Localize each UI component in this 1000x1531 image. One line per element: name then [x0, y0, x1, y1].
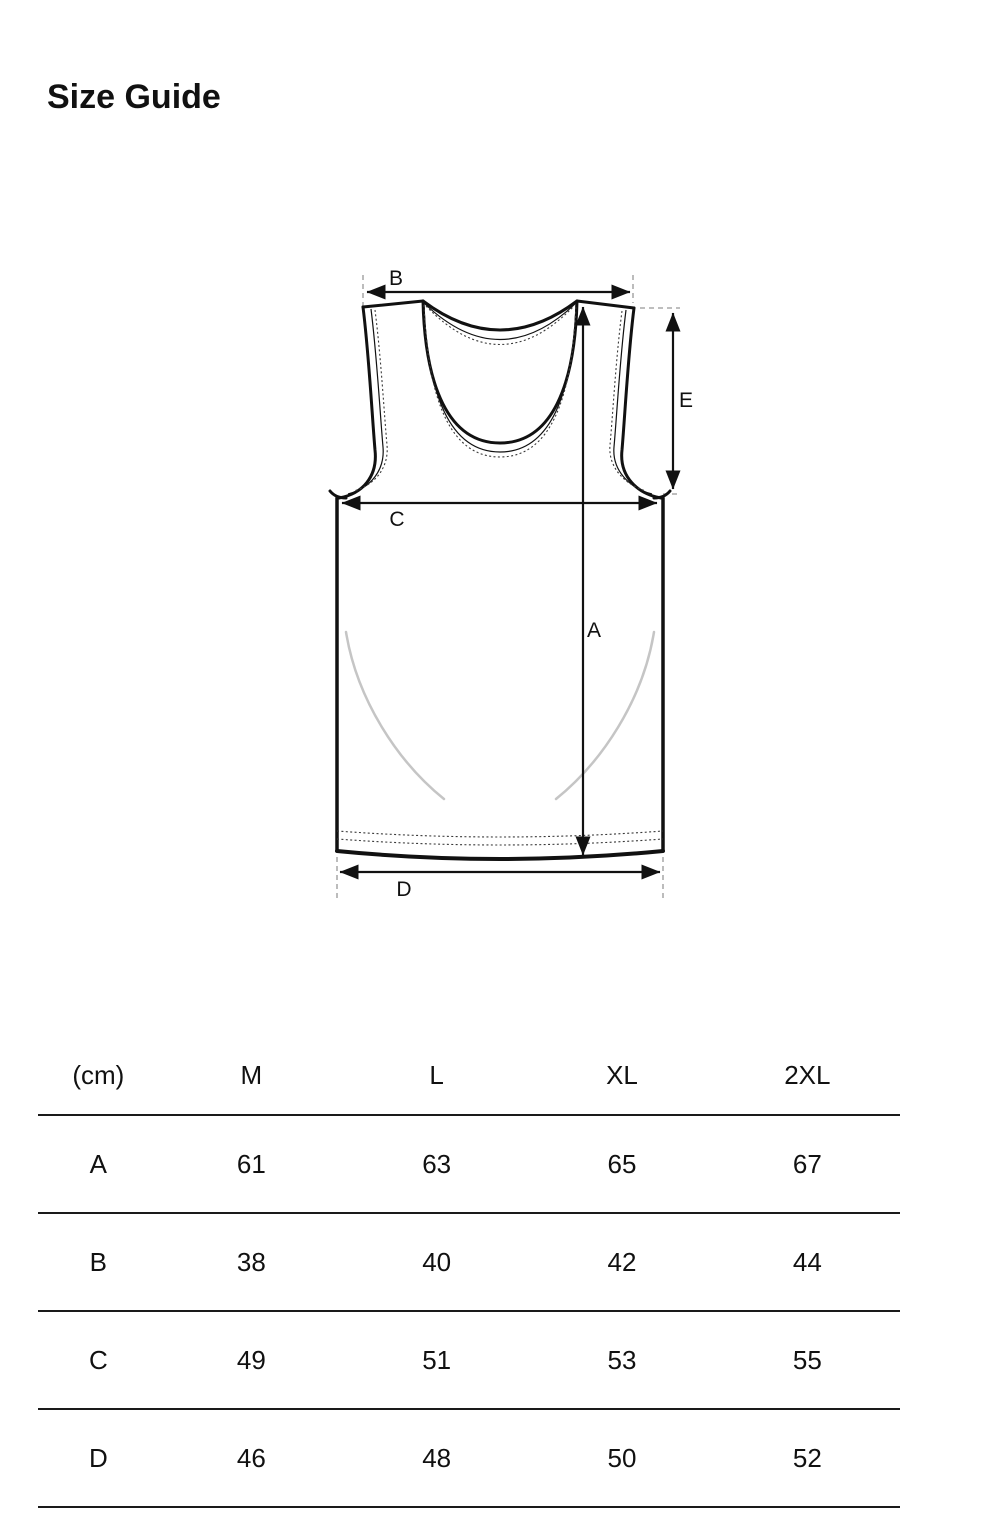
row-label-c: C — [38, 1311, 159, 1409]
cell-d-xl: 50 — [529, 1409, 714, 1507]
cell-a-xl: 65 — [529, 1115, 714, 1213]
hem-edge — [337, 851, 663, 859]
right-shoulder-edge — [577, 301, 634, 308]
cell-c-l: 51 — [344, 1311, 529, 1409]
size-table-header-row — [38, 1036, 900, 1115]
row-label-a: A — [38, 1115, 159, 1213]
page-title: Size Guide — [47, 78, 221, 116]
cell-b-2xl: 44 — [715, 1213, 900, 1311]
row-label-d: D — [38, 1409, 159, 1507]
cell-b-m: 38 — [159, 1213, 344, 1311]
cell-a-2xl: 67 — [715, 1115, 900, 1213]
tank-top-diagram-svg — [300, 243, 710, 913]
unit-header-cell: (cm) — [38, 1036, 159, 1115]
size-column-l: L — [344, 1036, 529, 1115]
dimension-arrows — [340, 292, 673, 872]
dim-label-b: B — [388, 267, 404, 290]
dim-label-c: C — [389, 508, 405, 531]
size-column-xl: XL — [529, 1036, 714, 1115]
stitch-lines — [337, 305, 663, 845]
dim-label-e: E — [678, 389, 694, 412]
cell-d-m: 46 — [159, 1409, 344, 1507]
cell-d-2xl: 52 — [715, 1409, 900, 1507]
front-neckline — [423, 301, 577, 443]
cell-c-xl: 53 — [529, 1311, 714, 1409]
left-armhole — [339, 307, 375, 498]
back-neckline — [423, 301, 577, 330]
cell-a-m: 61 — [159, 1115, 344, 1213]
tank-top-diagram — [300, 243, 710, 913]
cell-c-m: 49 — [159, 1311, 344, 1409]
table-row-b — [38, 1213, 900, 1311]
size-column-m: M — [159, 1036, 344, 1115]
cell-b-xl: 42 — [529, 1213, 714, 1311]
cell-a-l: 63 — [344, 1115, 529, 1213]
right-armhole — [622, 308, 661, 498]
table-row-c — [38, 1311, 900, 1409]
cell-d-l: 48 — [344, 1409, 529, 1507]
size-table — [38, 1036, 900, 1508]
drape-shading-lines — [346, 632, 654, 799]
cell-b-l: 40 — [344, 1213, 529, 1311]
row-label-b: B — [38, 1213, 159, 1311]
dim-label-d: D — [396, 878, 412, 901]
cell-c-2xl: 55 — [715, 1311, 900, 1409]
table-row-a — [38, 1115, 900, 1213]
size-column-2xl: 2XL — [715, 1036, 900, 1115]
binding-lines — [348, 303, 652, 494]
dim-label-a: A — [586, 619, 602, 642]
table-row-d — [38, 1409, 900, 1507]
left-shoulder-edge — [363, 301, 423, 307]
